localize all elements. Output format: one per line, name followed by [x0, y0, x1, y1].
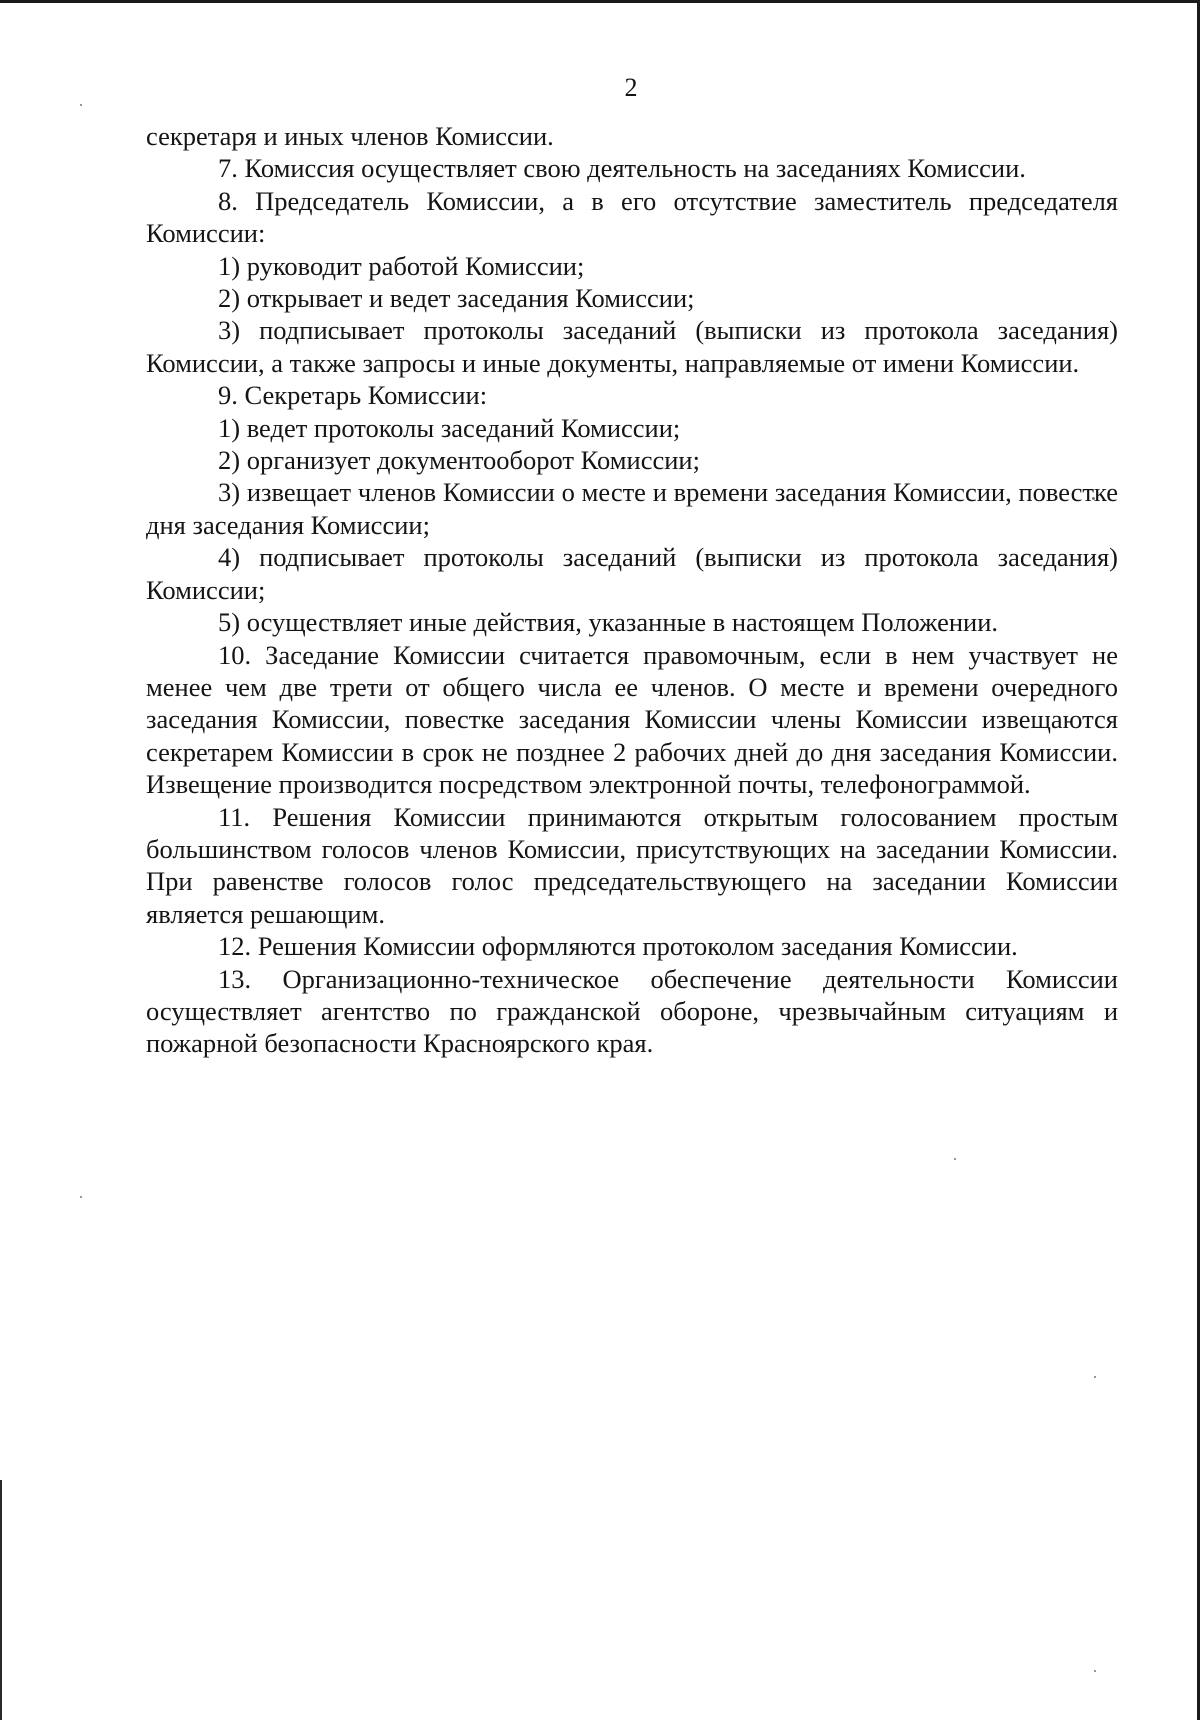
paragraph-8-item-1: 1) руководит работой Комиссии; — [218, 250, 585, 281]
paragraph-9-item-3: 3) извещает членов Комиссии о месте и времени заседания Комиссии, повестке дня заседания Комиссии; — [146, 477, 1118, 540]
document-body — [146, 120, 1118, 1060]
paragraph-9-item-2: 2) организует документооборот Комиссии; — [218, 445, 700, 476]
paragraph-continuation: секретаря и иных членов Комиссии. — [146, 121, 554, 151]
paragraph-7: 7. Комиссия осуществляет свою деятельность на заседаниях Комиссии. — [218, 153, 1026, 184]
scan-speck — [1094, 1670, 1096, 1672]
scan-speck — [80, 1196, 82, 1198]
paragraph-11: 11. Решения Комиссии принимаются открытым голосованием простым большинством голосов членов Комиссии, присутствующих на заседании Комиссии. При равенстве голосов голос председательствующего на заседании Комиссии является решающим. — [146, 801, 1118, 929]
scan-speck — [80, 104, 82, 106]
paragraph-8-item-3: 3) подписывает протоколы заседаний (выписки из протокола заседания) Комиссии, а также запросы и иные документы, направляемые от имени Комиссии. — [146, 315, 1118, 378]
paragraph-13: 13. Организационно-техническое обеспечение деятельности Комиссии осуществляет агентство по гражданской обороне, чрезвычайным ситуациям и пожарной безопасности Красноярского края. — [146, 963, 1118, 1059]
scan-speck — [1094, 1376, 1096, 1378]
paragraph-9: 9. Секретарь Комиссии: — [218, 380, 488, 411]
scan-speck — [954, 1158, 956, 1160]
paragraph-9-item-1: 1) ведет протоколы заседаний Комиссии; — [218, 412, 681, 443]
paragraph-10: 10. Заседание Комиссии считается правомочным, если в нем участвует не менее чем две трети от общего числа ее членов. О месте и времени очередного заседания Комиссии, повестке заседания Комиссии члены Комиссии извещаются секретарем Комиссии в срок не позднее 2 рабочих дней до дня заседания Комиссии. Извещение производится посредством электронной почты, телефонограммой. — [146, 639, 1118, 800]
paragraph-8-item-2: 2) открывает и ведет заседания Комиссии; — [218, 283, 695, 314]
paragraph-12: 12. Решения Комиссии оформляются протоколом заседания Комиссии. — [218, 931, 1018, 962]
paragraph-9-item-5: 5) осуществляет иные действия, указанные в настоящем Положении. — [218, 607, 999, 638]
scan-left-edge — [0, 1480, 2, 1720]
paragraph-8: 8. Председатель Комиссии, а в его отсутствие заместитель председателя Комиссии: — [146, 185, 1118, 249]
paragraph-9-item-4: 4) подписывает протоколы заседаний (выписки из протокола заседания) Комиссии; — [146, 542, 1118, 605]
scan-top-edge — [0, 0, 1200, 3]
page-number: 2 — [624, 73, 638, 102]
